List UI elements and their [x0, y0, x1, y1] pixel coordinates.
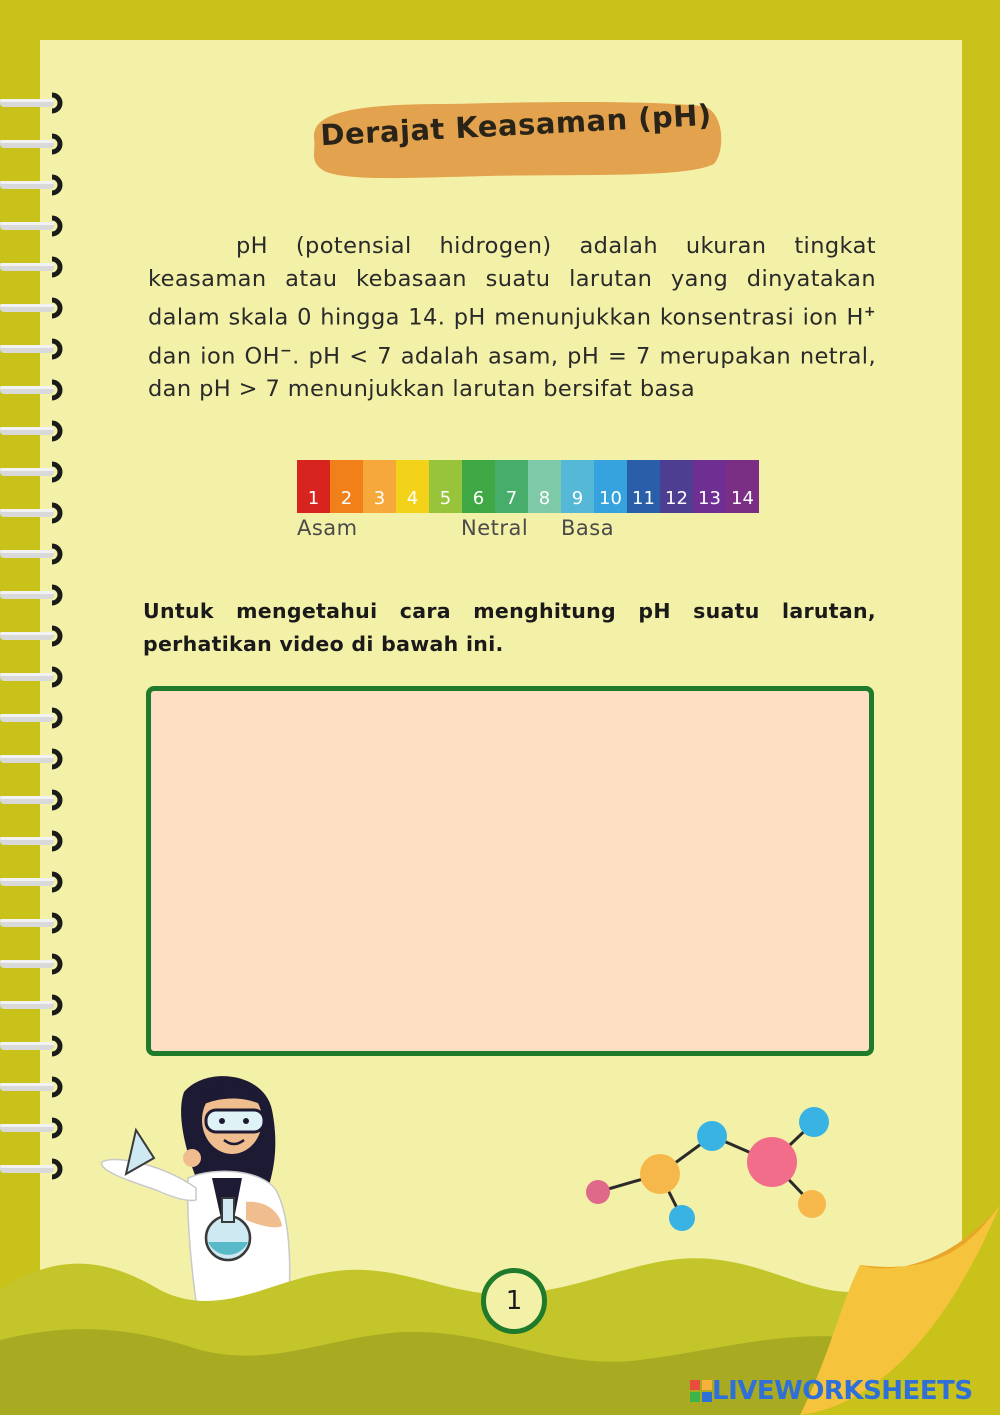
- binding-ring: [0, 1158, 72, 1180]
- ph-cell-11: [627, 460, 660, 513]
- binding-ring: [0, 1076, 72, 1098]
- intro-sup-1: +: [863, 304, 876, 320]
- ph-cell-7: [495, 460, 528, 513]
- ring-icon: [0, 174, 72, 196]
- ring-icon: [0, 461, 72, 483]
- binding-ring: [0, 789, 72, 811]
- ring-icon: [0, 420, 72, 442]
- intro-text-1: pH (potensial hidrogen) adalah ukuran tingkat keasaman atau kebasaan suatu larutan yang dinyatakan dalam skala 0 hingga 14. pH menunjukkan konsentrasi ion H: [148, 233, 876, 331]
- ring-icon: [0, 707, 72, 729]
- ph-scale: [297, 460, 759, 513]
- ring-icon: [0, 912, 72, 934]
- ph-cell-2: [330, 460, 363, 513]
- ring-icon: [0, 584, 72, 606]
- binding-ring: [0, 707, 72, 729]
- ph-value-label: 6: [472, 488, 485, 509]
- ph-value-label: 14: [731, 488, 754, 509]
- ph-value-label: 2: [340, 488, 353, 509]
- label-base: Basa: [561, 516, 615, 540]
- intro-sup-2: −: [279, 342, 293, 359]
- ring-icon: [0, 1035, 72, 1057]
- ring-icon: [0, 297, 72, 319]
- ring-icon: [0, 871, 72, 893]
- ring-icon: [0, 92, 72, 114]
- ph-value-label: 7: [505, 488, 518, 509]
- ring-icon: [0, 215, 72, 237]
- ph-cell-12: [660, 460, 693, 513]
- binding-ring: [0, 420, 72, 442]
- ring-icon: [0, 1158, 72, 1180]
- label-neutral: Netral: [461, 516, 529, 540]
- page-title: Derajat Keasaman (pH): [319, 97, 713, 153]
- video-placeholder[interactable]: [146, 686, 874, 1056]
- video-instruction: Untuk mengetahui cara menghitung pH suatu larutan, perhatikan video di bawah ini.: [143, 599, 876, 656]
- ph-cell-5: [429, 460, 462, 513]
- ph-cell-4: [396, 460, 429, 513]
- page-number-badge: [481, 1268, 547, 1334]
- binding-ring: [0, 871, 72, 893]
- binding-ring: [0, 830, 72, 852]
- ring-icon: [0, 502, 72, 524]
- ring-icon: [0, 338, 72, 360]
- ring-icon: [0, 666, 72, 688]
- binding-ring: [0, 92, 72, 114]
- intro-text-3: . pH < 7 adalah asam, pH = 7 merupakan netral, dan pH > 7 menunjukkan larutan bersifat basa: [148, 343, 876, 402]
- binding-ring: [0, 215, 72, 237]
- binding-ring: [0, 543, 72, 565]
- ph-value-label: 5: [439, 488, 452, 509]
- binding-ring: [0, 748, 72, 770]
- liveworksheets-logo-icon: [690, 1380, 712, 1402]
- binding-ring: [0, 338, 72, 360]
- binding-ring: [0, 666, 72, 688]
- binding-ring: [0, 174, 72, 196]
- ring-icon: [0, 748, 72, 770]
- ph-cell-14: [726, 460, 759, 513]
- ph-value-label: 11: [632, 488, 655, 509]
- ring-icon: [0, 379, 72, 401]
- binding-ring: [0, 379, 72, 401]
- ph-value-label: 8: [538, 488, 551, 509]
- intro-text-2: dan ion OH: [148, 343, 280, 369]
- ph-cell-6: [462, 460, 495, 513]
- ring-icon: [0, 1076, 72, 1098]
- ring-icon: [0, 830, 72, 852]
- ring-icon: [0, 625, 72, 647]
- binding-ring: [0, 1117, 72, 1139]
- liveworksheets-watermark[interactable]: [690, 1376, 973, 1406]
- ph-cell-3: [363, 460, 396, 513]
- binding-ring: [0, 133, 72, 155]
- binding-ring: [0, 912, 72, 934]
- ring-icon: [0, 256, 72, 278]
- ph-value-label: 4: [406, 488, 419, 509]
- binding-ring: [0, 994, 72, 1016]
- ring-icon: [0, 543, 72, 565]
- ph-value-label: 3: [373, 488, 386, 509]
- ring-icon: [0, 953, 72, 975]
- binding-ring: [0, 256, 72, 278]
- ph-value-label: 13: [698, 488, 721, 509]
- ph-cell-1: [297, 460, 330, 513]
- binding-ring: [0, 953, 72, 975]
- ph-cell-10: [594, 460, 627, 513]
- ph-value-label: 1: [307, 488, 320, 509]
- binding-ring: [0, 584, 72, 606]
- ring-icon: [0, 994, 72, 1016]
- ph-cell-13: [693, 460, 726, 513]
- intro-paragraph: [148, 230, 876, 406]
- ring-icon: [0, 133, 72, 155]
- ph-value-label: 12: [665, 488, 688, 509]
- binding-ring: [0, 625, 72, 647]
- label-acid: Asam: [297, 516, 358, 540]
- binding-ring: [0, 1035, 72, 1057]
- watermark-text: LIVEWORKSHEETS: [712, 1376, 973, 1406]
- binding-ring: [0, 297, 72, 319]
- ring-icon: [0, 1117, 72, 1139]
- ring-icon: [0, 789, 72, 811]
- binding-ring: [0, 461, 72, 483]
- ph-value-label: 9: [571, 488, 584, 509]
- binding-ring: [0, 502, 72, 524]
- page-number: 1: [505, 1286, 523, 1316]
- ph-cell-8: [528, 460, 561, 513]
- ph-cell-9: [561, 460, 594, 513]
- ph-value-label: 10: [599, 488, 622, 509]
